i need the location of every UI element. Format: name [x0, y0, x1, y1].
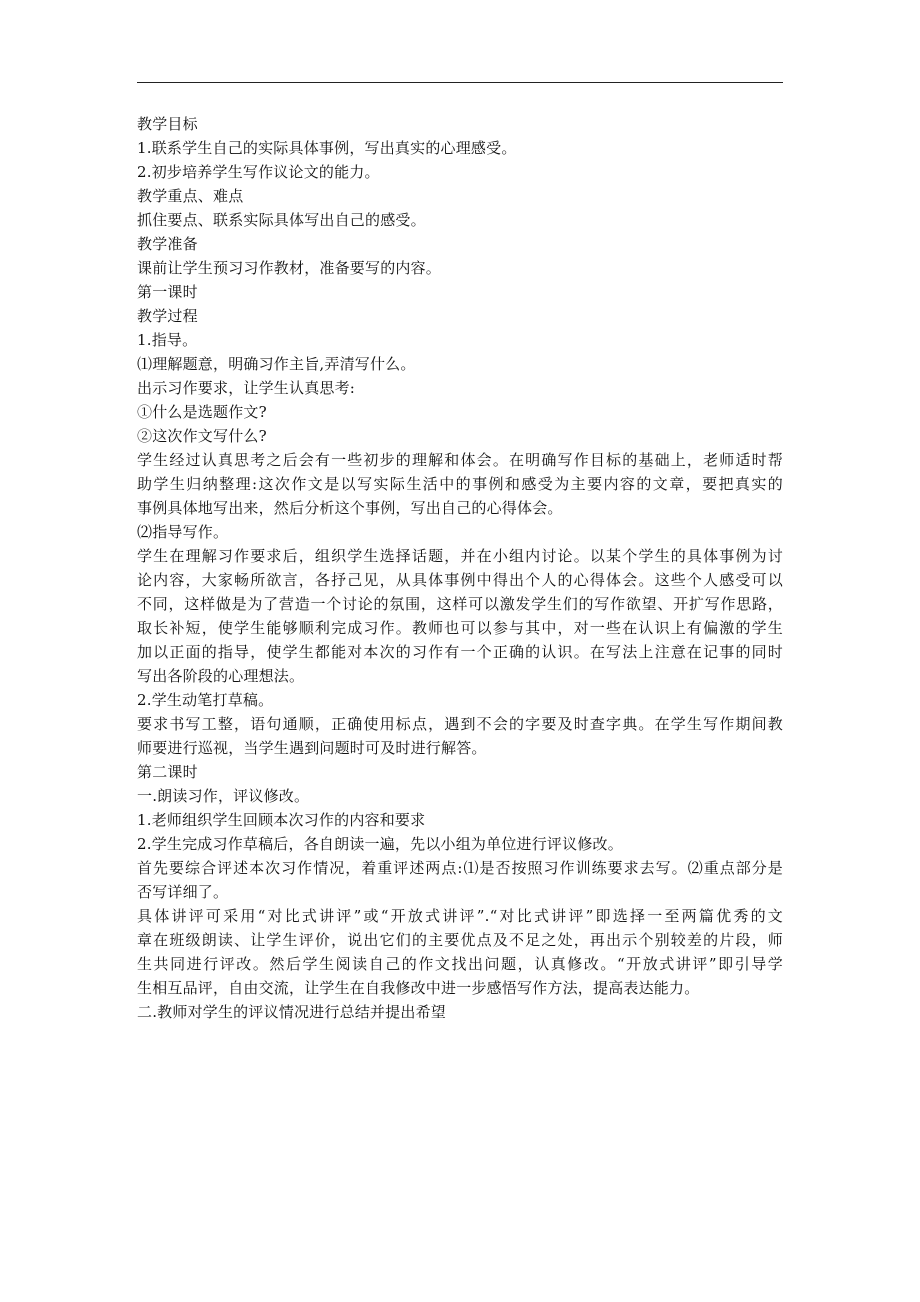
paragraph-line: 写出各阶段的心理想法。	[137, 667, 305, 685]
paragraph-line: 出示习作要求，让学生认真思考:	[137, 379, 356, 397]
sub-step: ⑴理解题意，明确习作主旨,弄清写什么。	[137, 355, 416, 373]
heading-lesson-two: 第二课时	[137, 763, 198, 781]
paragraph-line: 加以正面的指导，使学生都能对本次的习作有一个正确的认识。在写法上注意在记事的同时	[137, 643, 783, 661]
paragraph-line: 章在班级朗读、让学生评价，说出它们的主要优点及不足之处，再出示个别较差的片段，师	[137, 931, 783, 949]
step-heading: 2.学生动笔打草稿。	[137, 691, 274, 709]
paragraph-line: 否写详细了。	[137, 883, 229, 901]
key-points-text: 抓住要点、联系实际具体写出自己的感受。	[137, 211, 426, 229]
paragraph-line: 具体讲评可采用“对比式讲评”或“开放式讲评”.“对比式讲评”即选择一至两篇优秀的文	[137, 907, 783, 925]
heading-key-points: 教学重点、难点	[137, 187, 244, 205]
paragraph-line: 首先要综合评述本次习作情况，着重评述两点:⑴是否按照习作训练要求去写。⑵重点部分是	[137, 859, 783, 877]
section-heading: 二.教师对学生的评议情况进行总结并提出希望	[137, 1003, 446, 1021]
heading-lesson-one: 第一课时	[137, 283, 198, 301]
header-rule	[137, 82, 783, 83]
paragraph-line: 不同，这样做是为了营造一个讨论的氛围，这样可以激发学生们的写作欲望、开扩写作思路，	[137, 595, 783, 613]
question-item: ②这次作文写什么?	[137, 427, 267, 445]
paragraph-line: 助学生归纳整理:这次作文是以写实际生活中的事例和感受为主要内容的文章，要把真实的	[137, 475, 783, 493]
paragraph-line: 生相互品评，自由交流，让学生在自我修改中进一步感悟写作方法，提高表达能力。	[137, 979, 700, 997]
paragraph-line: 事例具体地写出来，然后分析这个事例，写出自己的心得体会。	[137, 499, 563, 517]
question-item: ①什么是选题作文?	[137, 403, 267, 421]
step-item: 2.学生完成习作草稿后，各自朗读一遍，先以小组为单位进行评议修改。	[137, 835, 623, 853]
objective-item: 1.联系学生自己的实际具体事例，写出真实的心理感受。	[137, 139, 517, 157]
sub-step: ⑵指导写作。	[137, 523, 229, 541]
paragraph-line: 取长补短，使学生能够顺利完成习作。教师也可以参与其中，对一些在认识上有偏激的学生	[137, 619, 783, 637]
step-heading: 1.指导。	[137, 331, 198, 349]
step-item: 1.老师组织学生回顾本次习作的内容和要求	[137, 811, 426, 829]
paragraph-line: 学生经过认真思考之后会有一些初步的理解和体会。在明确写作目标的基础上，老师适时帮	[137, 451, 783, 469]
heading-process: 教学过程	[137, 307, 198, 325]
document-body	[137, 112, 783, 1024]
paragraph-line: 要求书写工整，语句通顺，正确使用标点，遇到不会的字要及时查字典。在学生写作期间教	[137, 715, 783, 733]
paragraph-line: 学生在理解习作要求后，组织学生选择话题，并在小组内讨论。以某个学生的具体事例为讨	[137, 547, 783, 565]
paragraph-line: 师要进行巡视，当学生遇到问题时可及时进行解答。	[137, 739, 487, 757]
paragraph-line: 生共同进行评改。然后学生阅读自己的作文找出问题，认真修改。“开放式讲评”即引导学	[137, 955, 783, 973]
heading-preparation: 教学准备	[137, 235, 198, 253]
heading-objectives: 教学目标	[137, 115, 198, 133]
objective-item: 2.初步培养学生写作议论文的能力。	[137, 163, 380, 181]
section-heading: 一.朗读习作，评议修改。	[137, 787, 310, 805]
preparation-text: 课前让学生预习习作教材，准备要写的内容。	[137, 259, 442, 277]
paragraph-line: 论内容，大家畅所欲言，各抒己见，从具体事例中得出个人的心得体会。这些个人感受可以	[137, 571, 783, 589]
